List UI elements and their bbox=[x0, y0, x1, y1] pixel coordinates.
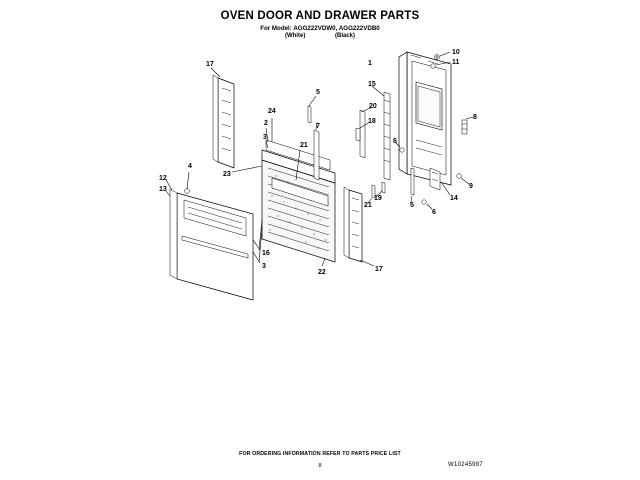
page-number: 8 bbox=[318, 463, 322, 469]
callout-24: 24 bbox=[268, 108, 276, 115]
callout-15: 15 bbox=[368, 81, 376, 88]
callout-21-center: 21 bbox=[300, 142, 308, 149]
callout-9: 9 bbox=[469, 183, 473, 190]
callout-5-right: 5 bbox=[410, 202, 414, 209]
door-trim-strips bbox=[356, 86, 404, 203]
callout-8: 8 bbox=[473, 114, 477, 121]
oven-door-outer-panel bbox=[399, 52, 451, 185]
callout-22: 22 bbox=[318, 269, 326, 276]
callout-2: 2 bbox=[264, 120, 268, 127]
callout-18: 18 bbox=[368, 118, 376, 125]
callout-10: 10 bbox=[452, 49, 460, 56]
color-white-label: (White) bbox=[284, 33, 306, 39]
callout-7: 7 bbox=[316, 123, 320, 130]
drawer-front-panel bbox=[166, 172, 260, 300]
handle-bar-right bbox=[344, 187, 374, 266]
callout-5-top: 5 bbox=[316, 89, 320, 96]
page-title: OVEN DOOR AND DRAWER PARTS bbox=[220, 10, 420, 22]
callout-17-right: 17 bbox=[375, 266, 383, 273]
callout-23: 23 bbox=[223, 171, 231, 178]
callout-20: 20 bbox=[369, 103, 377, 110]
callout-14: 14 bbox=[450, 195, 458, 202]
callout-12: 12 bbox=[159, 175, 167, 182]
callout-21-right: 21 bbox=[364, 202, 372, 209]
handle-bar-left bbox=[211, 68, 234, 168]
callout-13: 13 bbox=[159, 186, 167, 193]
callout-6-lower: 6 bbox=[432, 209, 436, 216]
callout-16: 16 bbox=[262, 250, 270, 257]
callout-1: 1 bbox=[368, 60, 372, 67]
model-subtitle: For Model: AGG222VDW0, AGG222VDB0 bbox=[260, 25, 380, 32]
callout-19: 19 bbox=[374, 195, 382, 202]
callout-3-top: 3 bbox=[263, 134, 267, 141]
callout-11: 11 bbox=[452, 59, 460, 66]
callout-3-lower: 3 bbox=[262, 263, 266, 270]
callout-17-left: 17 bbox=[206, 61, 214, 68]
color-black-label: (Black) bbox=[334, 33, 355, 39]
ordering-note: FOR ORDERING INFORMATION REFER TO PARTS PRICE LIST bbox=[239, 451, 401, 457]
callout-6-upper: 6 bbox=[393, 138, 397, 145]
callout-4: 4 bbox=[188, 163, 192, 170]
document-code: W10245987 bbox=[448, 462, 484, 468]
